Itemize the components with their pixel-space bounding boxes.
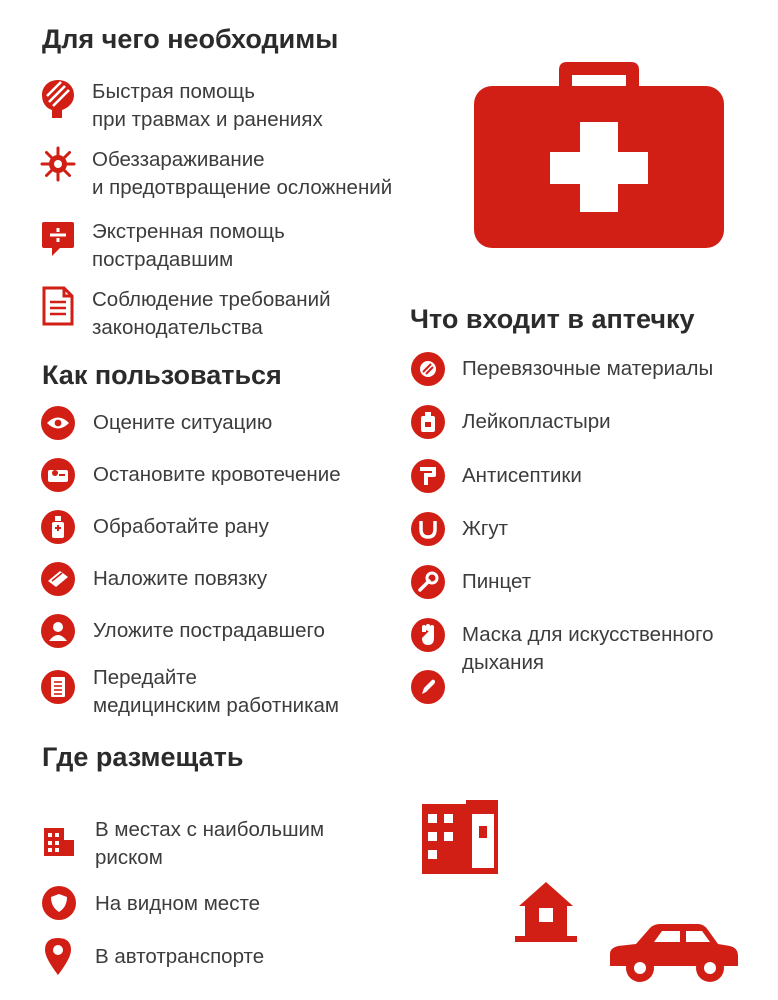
how-item-5-line-1: Уложите пострадавшего (93, 619, 325, 642)
where-item-3 (95, 943, 264, 971)
contents-item-6-line-1: Маска для искусственного (462, 623, 714, 646)
contents-item-6-line-2: дыхания (462, 651, 544, 674)
where-item-2-line-1: На видном месте (95, 892, 261, 915)
why-item-4-line-2: законодательства (92, 316, 263, 339)
how-item-4-line-1: Наложите повязку (93, 567, 268, 590)
contents-item-2-line-1: Лейкопластыри (462, 410, 611, 433)
section-title-where: Где размещать (42, 742, 244, 772)
how-item-1 (93, 409, 272, 437)
bottle-icon (41, 510, 75, 544)
why-item-1-line-1: Быстрая помощь (92, 80, 255, 103)
section-title-contents: Что входит в аптечку (410, 304, 695, 334)
contents-item-3-line-1: Антисептики (462, 464, 582, 487)
contents-item-6 (462, 621, 714, 677)
bandage-roll-icon (41, 562, 75, 596)
how-item-2-line-1: Остановите кровотечение (93, 463, 341, 486)
eye-icon (41, 406, 75, 440)
contents-item-5-line-1: Пинцет (462, 570, 532, 593)
mask-icon (411, 618, 445, 652)
section-title-why: Для чего необходимы (42, 24, 339, 54)
why-item-4 (92, 286, 331, 342)
contents-item-3 (462, 462, 582, 490)
where-item-3-line-1: В автотранспорте (95, 945, 265, 968)
why-item-3 (92, 218, 285, 274)
why-item-2 (92, 146, 392, 202)
tweezers-icon (411, 565, 445, 599)
shield-icon (42, 886, 76, 920)
tourniquet-icon (411, 512, 445, 546)
why-item-1 (92, 78, 323, 134)
person-icon (41, 614, 75, 648)
where-item-1-line-1: В местах с наибольшим (95, 818, 325, 841)
dressing-icon (411, 352, 445, 386)
building-icon (42, 826, 76, 858)
how-item-6-line-1: Передайте (93, 666, 197, 689)
virus-icon (40, 146, 76, 182)
blood-icon (41, 458, 75, 492)
pencil-icon (411, 670, 445, 704)
how-item-6 (93, 664, 339, 720)
why-item-2-line-2: и предотвращение осложнений (92, 176, 393, 199)
contents-item-1-line-1: Перевязочные материалы (462, 357, 714, 380)
how-item-2 (93, 461, 341, 489)
where-item-1-line-2: риском (95, 846, 163, 869)
why-item-3-line-2: пострадавшим (92, 248, 234, 271)
papers-icon (41, 670, 75, 704)
why-item-4-line-1: Соблюдение требований (92, 288, 331, 311)
antiseptic-icon (411, 459, 445, 493)
contents-item-4 (462, 515, 508, 543)
how-item-1-line-1: Оцените ситуацию (93, 411, 273, 434)
plaster-icon (411, 405, 445, 439)
office-building-icon (422, 800, 500, 876)
house-icon (515, 880, 577, 942)
chat-icon (40, 218, 76, 260)
contents-item-1 (462, 355, 713, 383)
location-pin-icon (43, 936, 73, 976)
document-icon (42, 286, 74, 326)
contents-item-5 (462, 568, 531, 596)
how-item-3-line-1: Обработайте рану (93, 515, 269, 538)
where-item-2 (95, 890, 260, 918)
how-item-4 (93, 565, 267, 593)
why-item-2-line-1: Обеззараживание (92, 148, 265, 171)
where-item-1 (95, 816, 324, 872)
why-item-1-line-2: при травмах и ранениях (92, 108, 323, 131)
first-aid-kit-icon (474, 60, 724, 250)
car-icon (602, 922, 742, 986)
how-item-5 (93, 617, 325, 645)
contents-item-4-line-1: Жгут (462, 517, 509, 540)
how-item-6-line-2: медицинским работникам (93, 694, 339, 717)
bandage-icon (40, 78, 76, 120)
contents-item-2 (462, 408, 611, 436)
how-item-3 (93, 513, 269, 541)
why-item-3-line-1: Экстренная помощь (92, 220, 285, 243)
section-title-how: Как пользоваться (42, 360, 282, 390)
